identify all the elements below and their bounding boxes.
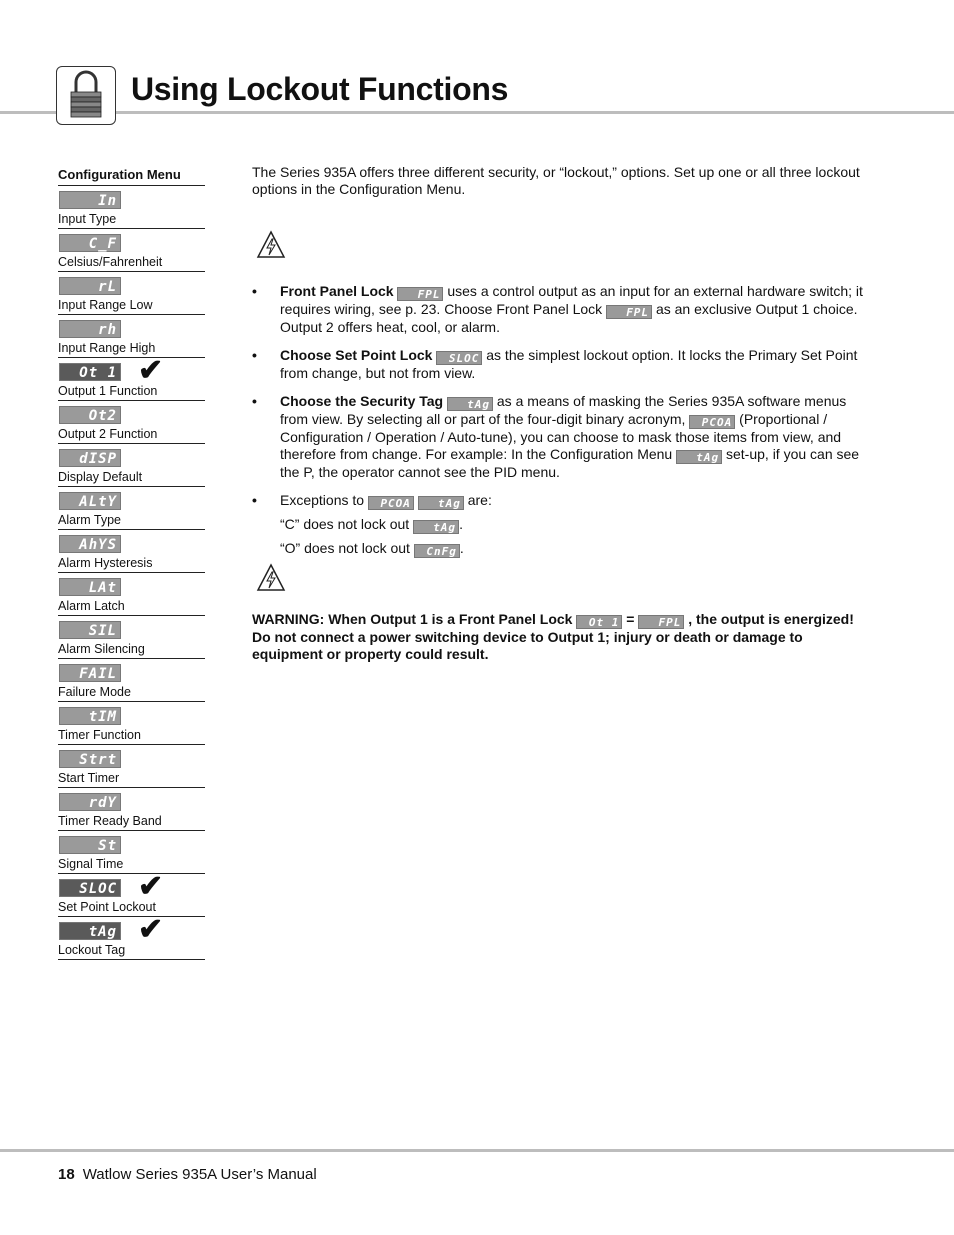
bullet-mark: • bbox=[252, 283, 257, 299]
exception-text: “C” does not lock out bbox=[280, 516, 414, 532]
exception-text: . bbox=[459, 516, 463, 532]
lcd-code: PCOA bbox=[689, 415, 735, 429]
menu-item-label: Start Timer bbox=[58, 771, 120, 785]
lcd-code: CnFg bbox=[414, 544, 460, 558]
exception-line bbox=[252, 516, 872, 534]
list-item bbox=[252, 347, 872, 382]
checkmark-icon: ✔ bbox=[138, 913, 164, 946]
warning-text: , the output is energized! Do not connect a power switching device to Output 1; injury or death or damage to equipment or property could result. bbox=[252, 611, 854, 662]
lcd-code: rh bbox=[59, 320, 121, 338]
page-footer bbox=[58, 1166, 317, 1183]
exception-text: “O” does not lock out bbox=[280, 540, 414, 556]
header-rule bbox=[0, 111, 954, 114]
bullet-title: Front Panel Lock bbox=[280, 283, 394, 299]
list-item bbox=[252, 283, 872, 336]
warning-text: = bbox=[622, 611, 639, 627]
list-item bbox=[58, 444, 205, 487]
menu-item-label: Input Range Low bbox=[58, 298, 153, 312]
lcd-code: FAIL bbox=[59, 664, 121, 682]
lcd-code: In bbox=[59, 191, 121, 209]
footer-rule bbox=[0, 1149, 954, 1152]
menu-item-label: Alarm Latch bbox=[58, 599, 125, 613]
lcd-code: FPL bbox=[397, 287, 443, 301]
bullet-text: are: bbox=[463, 492, 492, 508]
lcd-code: tAg bbox=[447, 397, 493, 411]
manual-title: Watlow Series 935A User’s Manual bbox=[82, 1166, 317, 1183]
list-item bbox=[58, 229, 205, 272]
list-item bbox=[58, 702, 205, 745]
lcd-code: SIL bbox=[59, 621, 121, 639]
lcd-code: Ot 1 bbox=[59, 363, 121, 381]
lcd-code: Strt bbox=[59, 750, 121, 768]
menu-item-label: Alarm Hysteresis bbox=[58, 556, 153, 570]
checkmark-icon: ✔ bbox=[138, 870, 164, 903]
menu-item-label: Display Default bbox=[58, 470, 143, 484]
menu-item-label: Timer Ready Band bbox=[58, 814, 162, 828]
lcd-code: tAg bbox=[418, 496, 464, 510]
list-item bbox=[58, 401, 205, 444]
bullet-mark: • bbox=[252, 393, 257, 409]
bullet-mark: • bbox=[252, 347, 257, 363]
lcd-code: St bbox=[59, 836, 121, 854]
sidebar-item-list bbox=[58, 186, 205, 960]
lockout-options-list bbox=[252, 283, 872, 558]
list-item bbox=[58, 573, 205, 616]
bullet-text: Exceptions to bbox=[280, 492, 368, 508]
list-item bbox=[58, 186, 205, 229]
lcd-code: tAg bbox=[413, 520, 459, 534]
list-item bbox=[252, 393, 872, 481]
lcd-code: rdY bbox=[59, 793, 121, 811]
warning-text: WARNING: When Output 1 is a Front Panel Lock bbox=[252, 611, 577, 627]
menu-item-label: Set Point Lockout bbox=[58, 900, 156, 914]
lcd-code: SLOC bbox=[59, 879, 121, 897]
warning-triangle-icon bbox=[256, 563, 286, 593]
exception-line bbox=[252, 540, 872, 558]
page-number: 18 bbox=[58, 1166, 75, 1183]
lcd-code: PCOA bbox=[368, 496, 414, 510]
exception-text: . bbox=[459, 540, 464, 556]
list-item bbox=[58, 870, 205, 917]
bullet-mark: • bbox=[252, 492, 257, 508]
checkmark-icon: ✔ bbox=[138, 354, 164, 387]
menu-item-label: Failure Mode bbox=[58, 685, 131, 699]
lcd-code: tAg bbox=[676, 450, 722, 464]
lcd-code: C_F bbox=[59, 234, 121, 252]
list-item bbox=[58, 788, 205, 831]
bullet-title: Choose the Security Tag bbox=[280, 393, 444, 409]
menu-item-label: Timer Function bbox=[58, 728, 141, 742]
menu-item-label: Input Range High bbox=[58, 341, 156, 355]
padlock-icon bbox=[56, 66, 116, 125]
lcd-code: rL bbox=[59, 277, 121, 295]
lcd-code: ALtY bbox=[59, 492, 121, 510]
configuration-menu-sidebar bbox=[58, 167, 205, 960]
bullet-text: set-up, if you can see the P, the operator cannot see the PID menu. bbox=[280, 446, 860, 480]
list-item bbox=[58, 616, 205, 659]
list-item bbox=[58, 659, 205, 702]
lcd-code: tAg bbox=[59, 922, 121, 940]
list-item bbox=[58, 487, 205, 530]
bullet-text: as the simplest lockout option. It locks the Primary Set Point from change, but not from view. bbox=[280, 347, 858, 381]
menu-item-label: Input Type bbox=[58, 212, 117, 226]
list-item bbox=[58, 272, 205, 315]
menu-item-label: Alarm Type bbox=[58, 513, 121, 527]
bullet-text: uses a control output as an input for an external hardware switch; it requires wiring, see p. 23. Choose Front Panel Lock bbox=[280, 283, 863, 317]
warning-paragraph bbox=[252, 611, 872, 663]
lcd-code: tIM bbox=[59, 707, 121, 725]
list-item bbox=[58, 745, 205, 788]
list-item bbox=[58, 913, 205, 960]
menu-item-label: Signal Time bbox=[58, 857, 124, 871]
intro-paragraph: The Series 935A offers three different security, or “lockout,” options. Set up one or all three lockout options in the Configuration Menu. bbox=[252, 164, 860, 197]
list-item bbox=[58, 530, 205, 573]
list-item bbox=[58, 354, 205, 401]
bullet-title: Choose Set Point Lock bbox=[280, 347, 433, 363]
lcd-code: Ot 1 bbox=[576, 615, 622, 629]
list-item bbox=[252, 492, 872, 510]
menu-item-label: Lockout Tag bbox=[58, 943, 126, 957]
main-content bbox=[252, 164, 872, 662]
lcd-code: LAt bbox=[59, 578, 121, 596]
menu-item-label: Alarm Silencing bbox=[58, 642, 145, 656]
lcd-code: AhYS bbox=[59, 535, 121, 553]
lcd-code: dISP bbox=[59, 449, 121, 467]
lcd-code: FPL bbox=[606, 305, 652, 319]
page-title: Using Lockout Functions bbox=[131, 71, 509, 107]
list-item bbox=[58, 315, 205, 358]
lcd-code: SLOC bbox=[436, 351, 482, 365]
menu-item-label: Output 1 Function bbox=[58, 384, 158, 398]
lcd-code: Ot2 bbox=[59, 406, 121, 424]
bullet-text: as a means of masking the Series 935A software menus from view. By selecting all or part of the four-digit binary acronym, bbox=[280, 393, 847, 427]
menu-item-label: Celsius/Fahrenheit bbox=[58, 255, 163, 269]
list-item bbox=[58, 831, 205, 874]
bullet-text: as an exclusive Output 1 choice. Output 2 offers heat, cool, or alarm. bbox=[280, 301, 858, 335]
sidebar-heading: Configuration Menu bbox=[58, 167, 205, 186]
menu-item-label: Output 2 Function bbox=[58, 427, 158, 441]
warning-triangle-icon bbox=[256, 230, 286, 260]
bullet-text: (Proportional / Configuration / Operation / Auto-tune), you can choose to mask those items from view, and therefore from change. For example: In the Configuration Menu bbox=[280, 411, 842, 462]
lcd-code: FPL bbox=[638, 615, 684, 629]
